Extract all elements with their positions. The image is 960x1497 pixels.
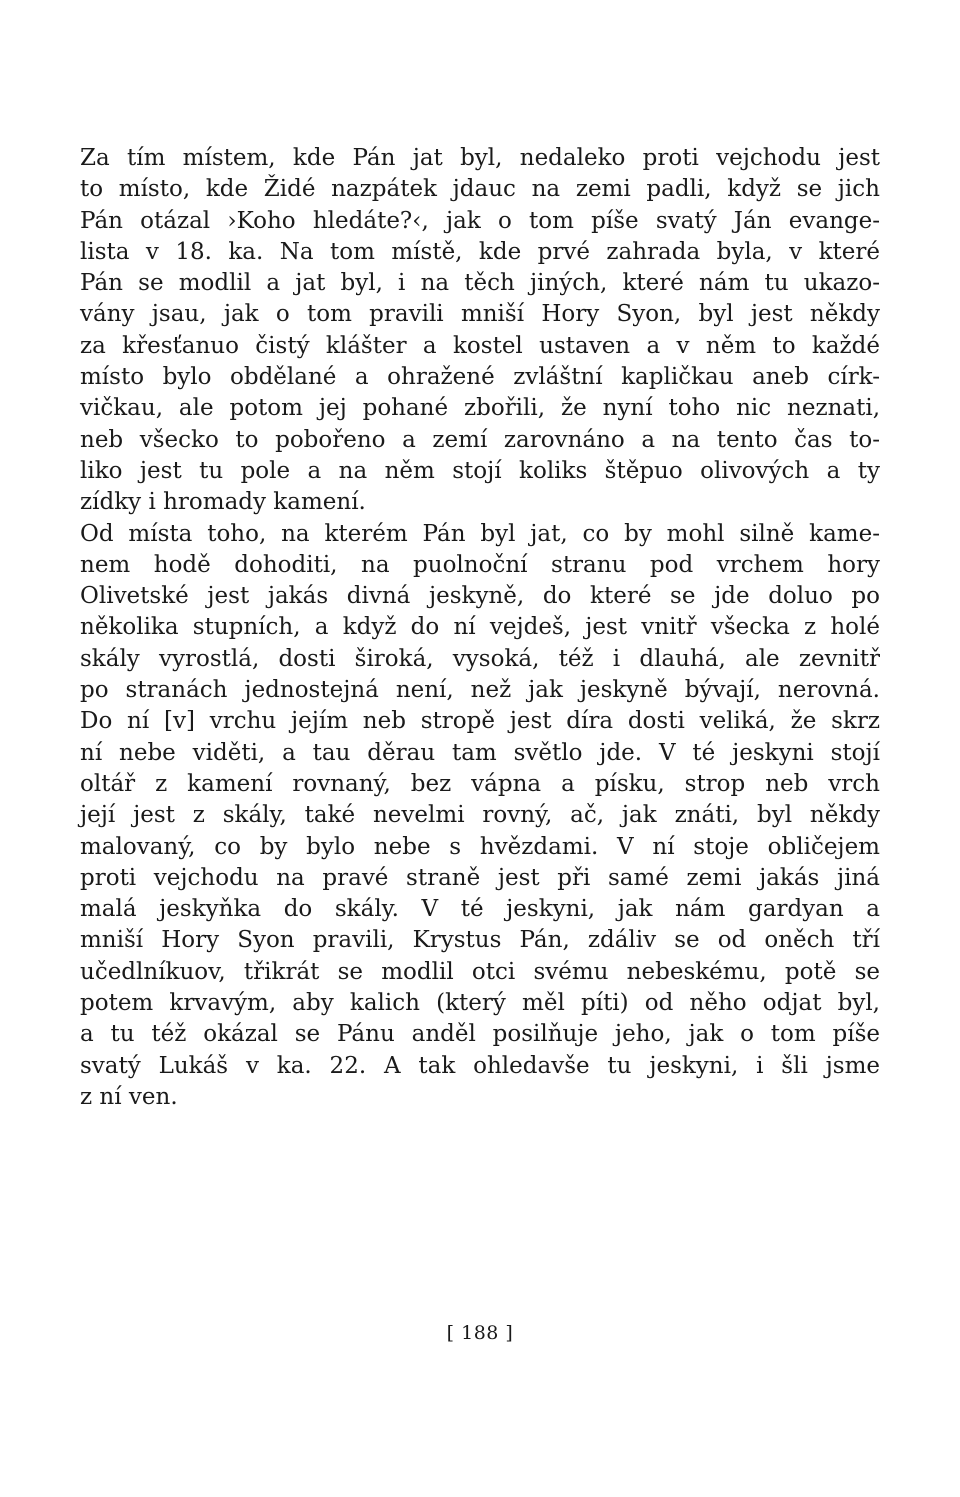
text-line: z ní ven. [80,1083,178,1110]
text-line: vány jsau, jak o tom pravili mniší Hory Syon, byl jest někdy [80,301,880,328]
text-line: Do ní [v] vrchu jejím neb stropě jest díra dosti veliká, že skrz [80,708,880,735]
text-line: a tu též okázal se Pánu anděl posilňuje jeho, jak o tom píše [80,1021,880,1048]
text-line: po stranách jednostejná není, než jak jeskyně bývají, nerovná. [80,677,880,704]
text-line: malovaný, co by bylo nebe s hvězdami. V ní stoje obličejem [80,833,880,860]
text-line: místo bylo obdělané a ohražené zvláštní kapličkau aneb círk- [80,364,880,391]
text-line: Pán se modlil a jat byl, i na těch jiných, které nám tu ukazo- [80,270,880,297]
text-line: malá jeskyňka do skály. V té jeskyni, jak nám gardyan a [80,896,880,923]
text-line: oltář z kamení rovnaný, bez vápna a písku, strop neb vrch [80,770,880,797]
body-text [80,143,880,1113]
text-line: skály vyrostlá, dosti široká, vysoká, též i dlauhá, ale zevnitř [80,645,880,672]
text-line: to místo, kde Židé nazpátek jdauc na zemi padli, když se jich [80,176,880,203]
text-line: Pán otázal ›Koho hledáte?‹, jak o tom píše svatý Ján evange- [80,207,880,234]
text-line: za křesťanuo čistý klášter a kostel ustaven a v něm to každé [80,332,880,359]
text-line: Olivetské jest jakás divná jeskyně, do které se jde doluo po [80,583,880,610]
text-line: potem krvavým, aby kalich (který měl píti) od něho odjat byl, [80,990,880,1017]
text-line: svatý Lukáš v ka. 22. A tak ohledavše tu jeskyni, i šli jsme [80,1052,880,1079]
text-line: zídky i hromady kamení. [80,489,366,516]
text-line: několika stupních, a když do ní vejdeš, jest vnitř všecka z holé [80,614,880,641]
paragraph [80,519,880,1114]
text-line: proti vejchodu na pravé straně jest při samé zemi jakás jiná [80,864,880,891]
text-line: učedlníkuov, třikrát se modlil otci svému nebeskému, potě se [80,958,880,985]
page-number: [ 188 ] [446,1322,514,1344]
text-line: Od místa toho, na kterém Pán byl jat, co by mohl silně kame- [80,520,880,547]
paragraph [80,143,880,519]
text-line: Za tím místem, kde Pán jat byl, nedaleko proti vejchodu jest [80,145,880,171]
text-line: vičkau, ale potom jej pohané zbořili, že nyní toho nic neznati, [80,395,880,422]
text-line: její jest z skály, také nevelmi rovný, ač, jak znáti, byl někdy [80,802,880,829]
text-line: mniší Hory Syon pravili, Krystus Pán, zdáliv se od oněch tří [80,927,880,954]
text-line: liko jest tu pole a na něm stojí koliks štěpuo olivových a ty [80,457,880,484]
text-line: ní nebe viděti, a tau děrau tam světlo jde. V té jeskyni stojí [80,739,880,766]
text-line: lista v 18. ka. Na tom místě, kde prvé zahrada byla, v které [80,238,880,265]
text-line: nem hodě dohoditi, na puolnoční stranu pod vrchem hory [80,551,880,578]
text-line: neb všecko to pobořeno a zemí zarovnáno a na tento čas to- [80,426,880,453]
